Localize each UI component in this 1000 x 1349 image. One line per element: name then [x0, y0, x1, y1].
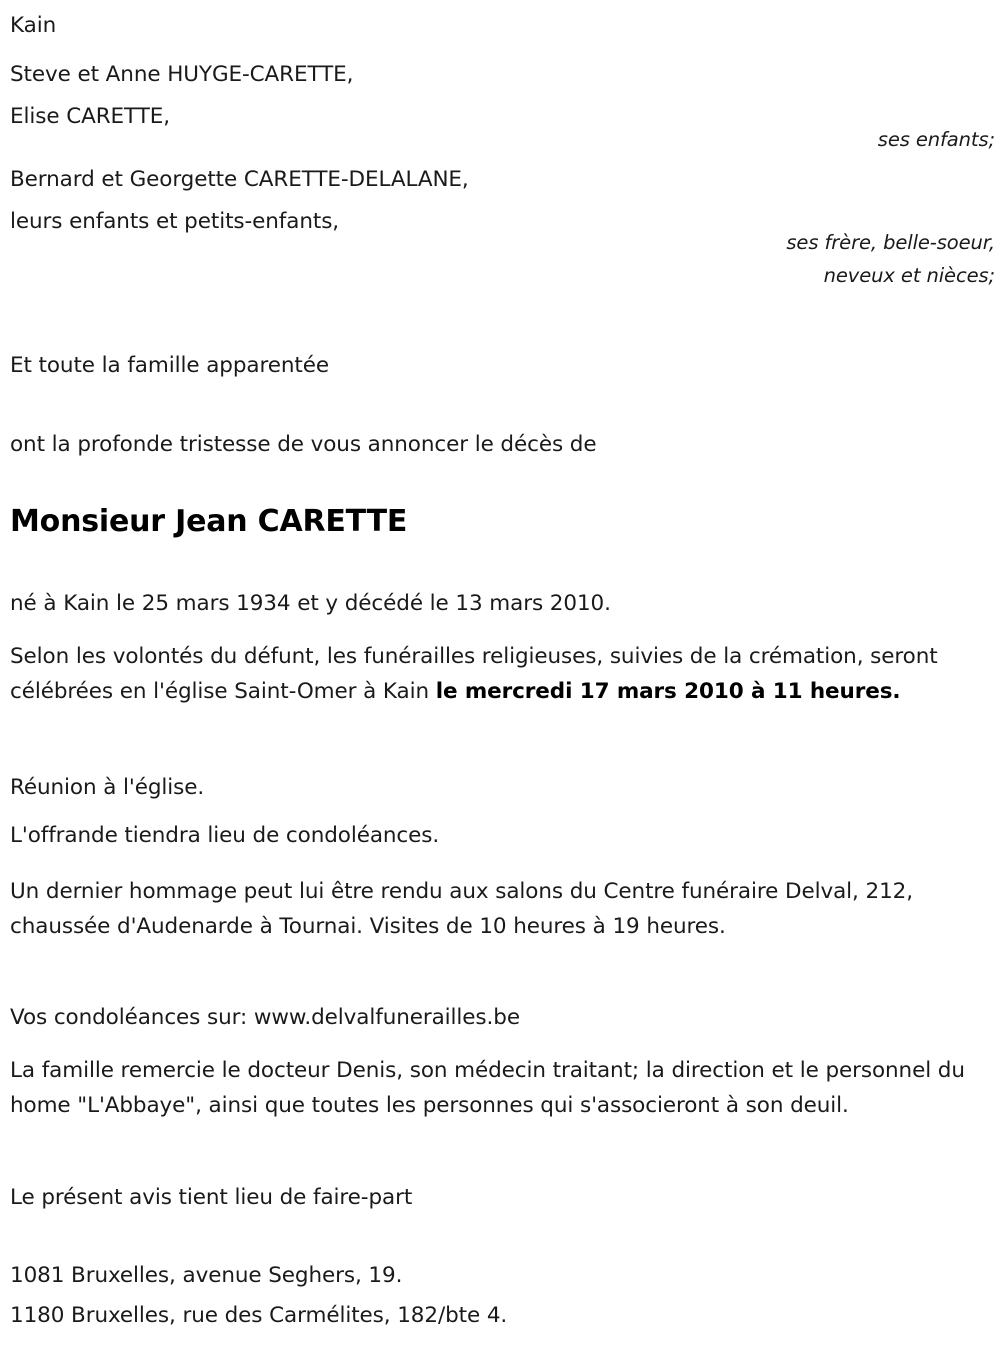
- announcement-line: ont la profonde tristesse de vous annoncer le décès de: [10, 432, 597, 457]
- visitation-paragraph: Un dernier hommage peut lui être rendu aux salons du Centre funéraire Delval, 212, chaussée d'Audenarde à Tournai. Visites de 10 heures à 19 heures.: [10, 879, 920, 939]
- address-line-2: 1180 Bruxelles, rue des Carmélites, 182/bte 4.: [10, 1303, 508, 1328]
- gathering-line: Réunion à l'église.: [10, 775, 205, 800]
- offering-line: L'offrande tiendra lieu de condoléances.: [10, 823, 440, 848]
- children-name-line-2: Elise CARETTE,: [10, 104, 170, 129]
- children-relation-label: ses enfants;: [877, 128, 995, 151]
- funeral-date-bold: le mercredi 17 mars 2010 à 11 heures.: [435, 679, 901, 704]
- siblings-name-line-1: Bernard et Georgette CARETTE-DELALANE,: [10, 167, 469, 192]
- address-line-1: 1081 Bruxelles, avenue Seghers, 19.: [10, 1263, 403, 1288]
- siblings-relation-label: ses frère, belle-soeur, neveux et nièces;: [786, 231, 995, 287]
- funeral-details-paragraph: [10, 639, 990, 709]
- extended-family-line: Et toute la famille apparentée: [10, 353, 329, 378]
- siblings-name-line-2: leurs enfants et petits-enfants,: [10, 209, 340, 234]
- condolences-line: Vos condoléances sur: www.delvalfunerailles.be: [10, 1005, 520, 1030]
- children-name-line-1: Steve et Anne HUYGE-CARETTE,: [10, 62, 354, 87]
- thanks-paragraph: La famille remercie le docteur Denis, son médecin traitant; la direction et le personnel du home "L'Abbaye", ainsi que toutes les personnes qui s'associeront à son deuil.: [10, 1058, 972, 1118]
- funeral-text-plain: Selon les volontés du défunt, les funérailles religieuses, suivies de la crémation, seront célébrées en l'église Saint-Omer à Kain: [10, 644, 945, 704]
- birth-death-line: né à Kain le 25 mars 1934 et y décédé le 13 mars 2010.: [10, 591, 611, 616]
- locality-line: Kain: [10, 13, 57, 38]
- notice-in-lieu-line: Le présent avis tient lieu de faire-part: [10, 1185, 413, 1210]
- deceased-name: Monsieur Jean CARETTE: [10, 504, 408, 539]
